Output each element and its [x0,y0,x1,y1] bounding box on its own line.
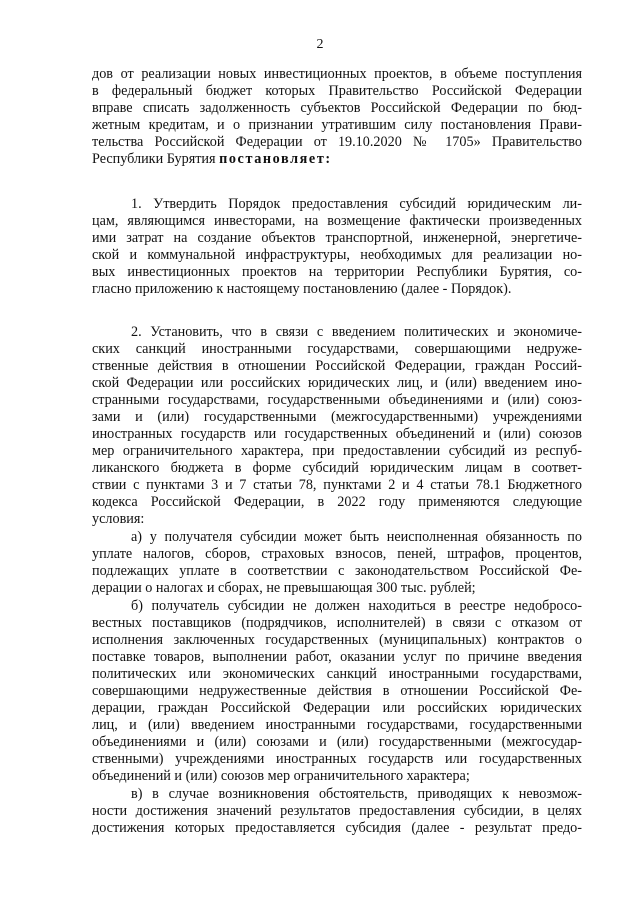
intro-line: жетным кредитам, и о признании утратившим силу постановления Прави- [92,117,582,133]
intro-line: вправе списать задолженность субъектов Российской Федерации по бюд- [92,100,582,116]
clause1-line: ими затрат на создание объектов транспортной, инженерной, энергетиче- [92,230,582,246]
clause1-line: вых инвестиционных проектов на территории Республики Бурятия, со- [92,264,582,280]
item-b-line: ственными) учреждениями иностранных государств или государственных [92,751,582,767]
item-b-line: совершающими недружественные действия в отношении Российской Фе- [92,683,582,699]
intro-line: дов от реализации новых инвестиционных проектов, в объеме поступления [92,66,582,82]
intro-line: в федеральный бюджет которых Правительство Российской Федерации [92,83,582,99]
clause2-line: странными государствами, государственными объединениями и (или) союз- [92,392,582,408]
page-number: 2 [316,37,324,52]
clause2-line: ской Федерации или российских юридических лиц, и (или) введением ино- [92,375,582,391]
item-c-line: достижения которых предоставляется субсидия (далее - результат предо- [92,820,582,836]
item-a-line: подлежащих уплате в соответствии с законодательством Российской Фе- [92,563,582,579]
clause2-line: ликанского бюджета в форме субсидий юридическим лицам в соответ- [92,460,582,476]
item-c-line: ности достижения значений результатов предоставления субсидии, в целях [92,803,582,819]
item-b-line: б) получатель субсидии не должен находиться в реестре недобросо- [131,598,582,614]
item-a-line: а) у получателя субсидии может быть неисполненная обязанность по [131,529,582,545]
item-b-line: объединений и (или) союзов мер ограничительного характера; [92,768,470,784]
clause2-line: кодекса Российской Федерации, в 2022 году применяются следующие [92,494,582,510]
intro-last-line [92,151,582,168]
clause2-line: ских санкций иностранными государствами, совершающими недруже- [92,341,582,357]
item-c-line: в) в случае возникновения обстоятельств, приводящих к невозмож- [131,786,582,802]
item-b-line: поставке товаров, выполнении работ, оказании услуг по причине введения [92,649,582,665]
item-b-line: политических или экономических санкций иностранными государствами, [92,666,582,682]
item-b-line: объединениями и (или) союзами и (или) государственными (межгосудар- [92,734,582,750]
item-b-line: лиц, и (или) введением иностранными государствами, государственными [92,717,582,733]
clause2-line: мер ограничительного характера, при предоставлении субсидий из респуб- [92,443,582,459]
item-b-line: вестных поставщиков (подрядчиков, исполнителей) в связи с отказом от [92,615,582,631]
item-a-line: уплате налогов, сборов, страховых взносов, пеней, штрафов, процентов, [92,546,582,562]
clause1-line: цам, являющимся инвесторами, на возмещение фактически произведенных [92,213,582,229]
intro-line-text: Республики Бурятия [92,151,220,167]
item-a-line: дерации о налогах и сборах, не превышающая 300 тыс. рублей; [92,580,476,596]
clause2-line: ственные действия в отношении Российской Федерации, граждан Россий- [92,358,582,374]
clause2-line: зами и (или) государственными (межгосударственными) учреждениями [92,409,582,425]
clause1-line: гласно приложению к настоящему постановлению (далее - Порядок). [92,281,512,297]
item-b-line: дерации, граждан Российской Федерации или российских юридических [92,700,582,716]
clause2-line: 2. Установить, что в связи с введением политических и экономиче- [131,324,582,340]
clause1-line: 1. Утвердить Порядок предоставления субсидий юридическим ли- [131,196,582,212]
intro-line: тельства Российской Федерации от 19.10.2020 № 1705» Правительство [92,134,582,150]
item-b-line: исполнения заключенных государственных (муниципальных) контрактов о [92,632,582,648]
clause1-line: ской и коммунальной инфраструктуры, необходимых для реализации но- [92,247,582,263]
clause2-line: ствии с пунктами 3 и 7 статьи 78, пунктами 2 и 4 статьи 78.1 Бюджетного [92,477,582,493]
decree-word: постановляет: [219,151,332,167]
clause2-line: условия: [92,511,145,527]
clause2-line: иностранных государств или государственных объединений и (или) союзов [92,426,582,442]
